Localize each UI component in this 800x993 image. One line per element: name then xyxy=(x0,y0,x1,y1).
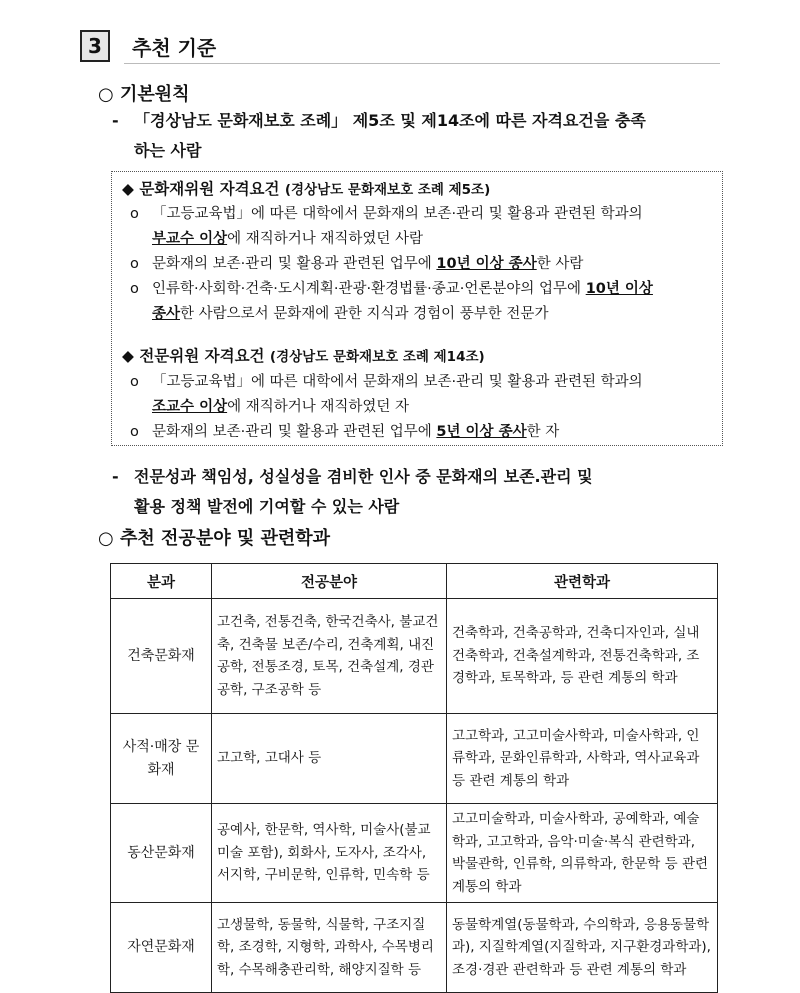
expert-requirements-title: 전문위원 자격요건 xyxy=(139,347,265,365)
section-title: 추천 기준 xyxy=(132,36,217,60)
category-cell: 건축문화재 xyxy=(111,599,212,714)
section-header xyxy=(80,30,720,64)
committee-item-2-text-end: 한 사람 xyxy=(536,256,584,272)
requirements-box xyxy=(111,171,723,446)
committee-item-1 xyxy=(130,202,718,252)
major-cell: 고건축, 전통건축, 한국건축사, 불교건축, 건축물 보존/수리, 건축계획, 내진공학, 전통조경, 토목, 건축설계, 경관공학, 구조공학 등 xyxy=(212,599,447,714)
major-cell: 고생물학, 동물학, 식물학, 구조지질학, 조경학, 지형학, 과학사, 수목병리학, 수목해충관리학, 해양지질학 등 xyxy=(212,903,447,993)
section-divider xyxy=(124,63,720,64)
committee-requirements-heading xyxy=(122,177,490,199)
major-cell: 공예사, 한문학, 역사학, 미술사(불교미술 포함), 회화사, 도자사, 조각사, 서지학, 구비문학, 인류학, 민속학 등 xyxy=(212,804,447,903)
department-cell: 고고미술학과, 미술사학과, 공예학과, 예술학과, 고고학과, 음악·미술·복식 관련학과, 박물관학, 인류학, 의류학과, 한문학 등 관련 계통의 학과 xyxy=(447,804,718,903)
underline-term: 10년 이상 xyxy=(585,281,653,297)
major-cell: 고고학, 고대사 등 xyxy=(212,714,447,804)
department-cell: 고고학과, 고고미술사학과, 미술사학과, 인류학과, 문화인류학과, 사학과, 역사교육과 등 관련 계통의 학과 xyxy=(447,714,718,804)
major-fields-table xyxy=(110,563,718,993)
diamond-bullet-icon: ◆ xyxy=(122,180,134,198)
committee-item-3 xyxy=(130,277,718,327)
principle-1-line-2: 하는 사람 xyxy=(134,141,202,160)
committee-item-1-text: 「고등교육법」에 따른 대학에서 문화재의 보존·관리 및 활용과 관련된 학과의 xyxy=(152,206,643,222)
department-cell: 건축학과, 건축공학과, 건축디자인과, 실내건축학과, 건축설계학과, 전통건축학과, 조경학과, 토목학과, 등 관련 계통의 학과 xyxy=(447,599,718,714)
header-category: 분과 xyxy=(111,564,212,599)
table-row xyxy=(111,903,718,993)
expert-item-1 xyxy=(130,370,718,420)
committee-requirements-source: (경상남도 문화재보호 조례 제5조) xyxy=(284,182,491,198)
principle-2-line-2: 활용 정책 발전에 기여할 수 있는 사람 xyxy=(134,497,400,516)
small-circle-bullet-icon: ο xyxy=(130,206,139,222)
committee-item-1-text-end: 에 재직하거나 재직하였던 사람 xyxy=(227,231,424,247)
section-number: 3 xyxy=(80,30,110,62)
underline-term: 조교수 이상 xyxy=(152,399,228,415)
table-row xyxy=(111,804,718,903)
expert-requirements-source: (경상남도 문화재보호 조례 제14조) xyxy=(269,349,485,365)
basic-principle-title: 기본원칙 xyxy=(120,84,190,105)
underline-term: 10년 이상 종사 xyxy=(436,256,537,272)
category-cell: 동산문화재 xyxy=(111,804,212,903)
fields-title: 추천 전공분야 및 관련학과 xyxy=(120,528,331,549)
committee-item-2-text: 문화재의 보존·관리 및 활용과 관련된 업무에 xyxy=(152,256,437,272)
principle-2-line-1: 전문성과 책임성, 성실성을 겸비한 인사 중 문화재의 보존.관리 및 xyxy=(134,467,593,486)
circle-bullet-icon: ○ xyxy=(98,84,114,105)
small-circle-bullet-icon: ο xyxy=(130,281,139,297)
expert-requirements-heading xyxy=(122,344,485,366)
diamond-bullet-icon: ◆ xyxy=(122,347,134,365)
category-cell: 자연문화재 xyxy=(111,903,212,993)
category-cell: 사적·매장 문화재 xyxy=(111,714,212,804)
committee-item-3-text-end: 한 사람으로서 문화재에 관한 지식과 경험이 풍부한 전문가 xyxy=(180,306,549,322)
table-row xyxy=(111,714,718,804)
principle-1-line-1: 「경상남도 문화재보호 조례」 제5조 및 제14조에 따른 자격요건을 충족 xyxy=(134,111,646,130)
small-circle-bullet-icon: ο xyxy=(130,424,139,440)
committee-requirements-title: 문화재위원 자격요건 xyxy=(139,180,280,198)
header-major: 전공분야 xyxy=(212,564,447,599)
basic-principle-heading xyxy=(98,80,190,106)
expert-item-2 xyxy=(130,420,718,445)
small-circle-bullet-icon: ο xyxy=(130,374,139,390)
dash-marker: - xyxy=(112,467,119,486)
table-header-row xyxy=(111,564,718,599)
small-circle-bullet-icon: ο xyxy=(130,256,139,272)
principle-paragraph-1 xyxy=(112,106,732,166)
expert-item-2-text-end: 한 자 xyxy=(526,424,560,440)
principle-paragraph-2 xyxy=(112,462,732,522)
committee-item-3-text: 인류학·사회학·건축·도시계획·관광·환경법률·종교·언론분야의 업무에 xyxy=(152,281,586,297)
circle-bullet-icon: ○ xyxy=(98,528,114,549)
table-row xyxy=(111,599,718,714)
dash-marker: - xyxy=(112,111,119,130)
fields-heading xyxy=(98,524,330,550)
header-department: 관련학과 xyxy=(447,564,718,599)
expert-item-1-text: 「고등교육법」에 따른 대학에서 문화재의 보존·관리 및 활용과 관련된 학과의 xyxy=(152,374,643,390)
underline-term: 종사 xyxy=(152,306,181,322)
department-cell: 동물학계열(동물학과, 수의학과, 응용동물학과), 지질학계열(지질학과, 지구환경과학과), 조경·경관 관련학과 등 관련 계통의 학과 xyxy=(447,903,718,993)
committee-item-2 xyxy=(130,252,718,277)
expert-item-1-text-end: 에 재직하거나 재직하였던 자 xyxy=(227,399,410,415)
underline-term: 5년 이상 종사 xyxy=(436,424,527,440)
expert-item-2-text: 문화재의 보존·관리 및 활용과 관련된 업무에 xyxy=(152,424,437,440)
underline-term: 부교수 이상 xyxy=(152,231,228,247)
